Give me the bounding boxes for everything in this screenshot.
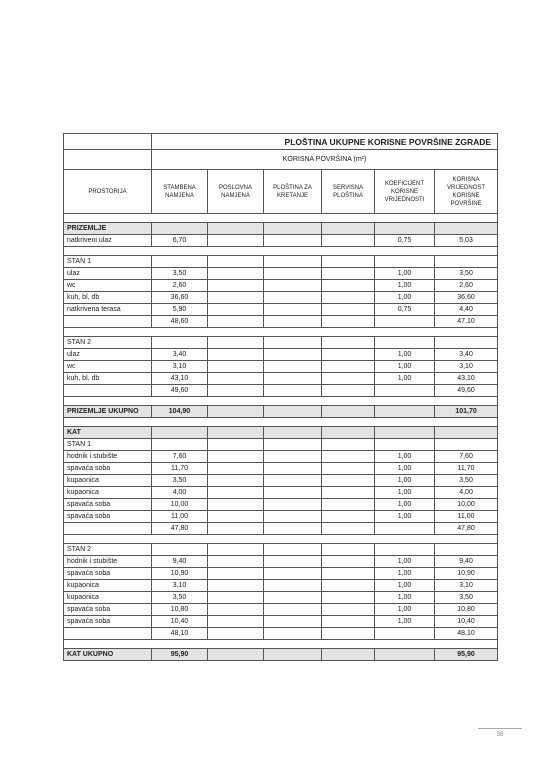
value-cell xyxy=(264,463,322,475)
spacer-row xyxy=(64,418,498,427)
value-cell xyxy=(264,256,322,268)
value-cell: 1,00 xyxy=(375,568,435,580)
room-cell: KAT xyxy=(64,427,152,439)
value-cell: 48,60 xyxy=(152,316,208,328)
value-cell xyxy=(435,256,498,268)
value-cell xyxy=(208,406,264,418)
table-title: PLOŠTINA UKUPNE KORISNE POVRŠINE ZGRADE xyxy=(152,134,498,150)
value-cell xyxy=(322,628,375,640)
value-cell: 49,60 xyxy=(152,385,208,397)
page-number-rule xyxy=(478,728,522,729)
room-cell xyxy=(64,316,152,328)
value-cell xyxy=(375,649,435,661)
value-cell xyxy=(435,544,498,556)
value-cell xyxy=(322,616,375,628)
spacer-cell xyxy=(64,328,498,337)
value-cell xyxy=(322,235,375,247)
value-cell xyxy=(264,349,322,361)
value-cell xyxy=(152,544,208,556)
value-cell: 1,00 xyxy=(375,556,435,568)
value-cell xyxy=(322,223,375,235)
value-cell xyxy=(375,523,435,535)
value-cell: 47,10 xyxy=(435,316,498,328)
value-cell xyxy=(375,256,435,268)
table-row xyxy=(64,475,498,487)
value-cell xyxy=(264,592,322,604)
value-cell xyxy=(375,427,435,439)
korisna-header: KORISNA POVRŠINA (m²) xyxy=(152,150,498,170)
value-cell xyxy=(264,280,322,292)
value-cell: 4,00 xyxy=(435,487,498,499)
value-cell xyxy=(208,268,264,280)
value-cell xyxy=(322,316,375,328)
value-cell: 48,10 xyxy=(152,628,208,640)
value-cell: 1,00 xyxy=(375,616,435,628)
table-row xyxy=(64,292,498,304)
value-cell xyxy=(264,373,322,385)
table-row xyxy=(64,280,498,292)
value-cell: 3,10 xyxy=(435,580,498,592)
room-cell: kuh, bl, db xyxy=(64,373,152,385)
col-header: KOEFICIJENT KORISNE VRIJEDNOSTI xyxy=(375,170,435,214)
value-cell xyxy=(322,451,375,463)
value-cell: 10,40 xyxy=(152,616,208,628)
room-cell: kupaonica xyxy=(64,592,152,604)
room-cell: kupaonica xyxy=(64,475,152,487)
value-cell xyxy=(208,628,264,640)
value-cell xyxy=(264,616,322,628)
spacer-row xyxy=(64,247,498,256)
room-cell: kuh, bl, db xyxy=(64,292,152,304)
value-cell xyxy=(208,604,264,616)
room-cell: hodnik i stubište xyxy=(64,556,152,568)
value-cell: 95,90 xyxy=(435,649,498,661)
value-cell xyxy=(322,523,375,535)
col-header: PROSTORIJA xyxy=(64,170,152,214)
room-cell: spavaća soba xyxy=(64,463,152,475)
value-cell xyxy=(208,487,264,499)
value-cell xyxy=(208,223,264,235)
value-cell: 47,80 xyxy=(435,523,498,535)
table-row xyxy=(64,487,498,499)
col-header: SERVISNA PLOŠTINA xyxy=(322,170,375,214)
value-cell xyxy=(322,292,375,304)
value-cell xyxy=(322,592,375,604)
value-cell xyxy=(435,223,498,235)
value-cell: 1,00 xyxy=(375,349,435,361)
value-cell xyxy=(208,523,264,535)
value-cell xyxy=(264,604,322,616)
value-cell xyxy=(322,604,375,616)
room-cell: ulaz xyxy=(64,349,152,361)
value-cell xyxy=(208,568,264,580)
value-cell: 1,00 xyxy=(375,604,435,616)
value-cell xyxy=(264,304,322,316)
value-cell: 5,03 xyxy=(435,235,498,247)
room-cell: KAT UKUPNO xyxy=(64,649,152,661)
room-cell: hodnik i stubište xyxy=(64,451,152,463)
value-cell: 101,70 xyxy=(435,406,498,418)
room-cell: PRIZEMLJE xyxy=(64,223,152,235)
table-row xyxy=(64,499,498,511)
value-cell xyxy=(208,439,264,451)
value-cell: 3,50 xyxy=(435,268,498,280)
table-row xyxy=(64,604,498,616)
value-cell: 1,00 xyxy=(375,511,435,523)
value-cell: 11,00 xyxy=(152,511,208,523)
value-cell: 3,40 xyxy=(152,349,208,361)
value-cell: 9,40 xyxy=(152,556,208,568)
value-cell: 1,00 xyxy=(375,463,435,475)
value-cell: 10,80 xyxy=(152,604,208,616)
value-cell: 3,50 xyxy=(152,268,208,280)
spacer-cell xyxy=(64,247,498,256)
room-cell: spavaća soba xyxy=(64,511,152,523)
value-cell xyxy=(264,316,322,328)
value-cell xyxy=(322,580,375,592)
value-cell xyxy=(152,439,208,451)
value-cell: 36,60 xyxy=(435,292,498,304)
value-cell xyxy=(208,511,264,523)
value-cell xyxy=(264,580,322,592)
value-cell xyxy=(208,337,264,349)
value-cell xyxy=(322,556,375,568)
value-cell: 0,75 xyxy=(375,304,435,316)
room-cell: spavaća soba xyxy=(64,499,152,511)
value-cell: 3,50 xyxy=(435,592,498,604)
value-cell xyxy=(264,556,322,568)
value-cell: 10,40 xyxy=(435,616,498,628)
value-cell xyxy=(322,349,375,361)
room-cell: PRIZEMLJE UKUPNO xyxy=(64,406,152,418)
value-cell xyxy=(208,616,264,628)
value-cell xyxy=(322,406,375,418)
value-cell xyxy=(264,544,322,556)
value-cell: 4,00 xyxy=(152,487,208,499)
table-row xyxy=(64,316,498,328)
value-cell xyxy=(264,511,322,523)
value-cell: 10,80 xyxy=(435,604,498,616)
value-cell: 36,60 xyxy=(152,292,208,304)
value-cell: 3,40 xyxy=(435,349,498,361)
value-cell xyxy=(322,385,375,397)
col-header: STAMBENA NAMJENA xyxy=(152,170,208,214)
table-title-spacer xyxy=(64,134,152,150)
value-cell xyxy=(264,628,322,640)
value-cell xyxy=(322,487,375,499)
value-cell xyxy=(208,235,264,247)
value-cell: 1,00 xyxy=(375,580,435,592)
value-cell xyxy=(375,406,435,418)
table-row xyxy=(64,544,498,556)
spacer-cell xyxy=(64,535,498,544)
value-cell xyxy=(264,268,322,280)
room-cell: STAN 1 xyxy=(64,256,152,268)
value-cell: 11,70 xyxy=(152,463,208,475)
value-cell: 10,90 xyxy=(435,568,498,580)
korisna-row xyxy=(64,150,498,170)
value-cell xyxy=(322,511,375,523)
value-cell: 1,00 xyxy=(375,592,435,604)
value-cell xyxy=(208,316,264,328)
value-cell xyxy=(152,256,208,268)
section-row xyxy=(64,649,498,661)
value-cell xyxy=(375,223,435,235)
value-cell: 10,90 xyxy=(152,568,208,580)
table-row xyxy=(64,556,498,568)
value-cell: 1,00 xyxy=(375,361,435,373)
value-cell xyxy=(264,649,322,661)
table-row xyxy=(64,235,498,247)
value-cell xyxy=(435,337,498,349)
section-row xyxy=(64,427,498,439)
value-cell: 11,00 xyxy=(435,511,498,523)
value-cell: 1,00 xyxy=(375,268,435,280)
value-cell: 43,10 xyxy=(435,373,498,385)
table-row xyxy=(64,385,498,397)
value-cell xyxy=(208,427,264,439)
spacer-cell xyxy=(64,397,498,406)
value-cell xyxy=(264,487,322,499)
section-row xyxy=(64,223,498,235)
value-cell xyxy=(322,439,375,451)
table-row xyxy=(64,268,498,280)
value-cell xyxy=(264,568,322,580)
value-cell xyxy=(322,268,375,280)
value-cell xyxy=(322,337,375,349)
room-cell: natkrivena terasa xyxy=(64,304,152,316)
spacer-row xyxy=(64,535,498,544)
value-cell: 104,90 xyxy=(152,406,208,418)
value-cell xyxy=(264,451,322,463)
value-cell xyxy=(208,499,264,511)
room-cell: spavaća soba xyxy=(64,616,152,628)
value-cell xyxy=(264,292,322,304)
value-cell: 43,10 xyxy=(152,373,208,385)
value-cell: 3,10 xyxy=(435,361,498,373)
spacer-cell xyxy=(64,214,498,223)
value-cell: 2,60 xyxy=(152,280,208,292)
table-row xyxy=(64,580,498,592)
value-cell xyxy=(208,280,264,292)
value-cell: 95,90 xyxy=(152,649,208,661)
value-cell: 3,50 xyxy=(152,592,208,604)
value-cell: 1,00 xyxy=(375,499,435,511)
value-cell: 5,90 xyxy=(152,304,208,316)
value-cell: 3,50 xyxy=(435,475,498,487)
room-cell: natkriveni ulaz xyxy=(64,235,152,247)
room-cell: kupaonica xyxy=(64,487,152,499)
spacer-row xyxy=(64,640,498,649)
value-cell: 1,00 xyxy=(375,451,435,463)
value-cell xyxy=(322,256,375,268)
value-cell: 3,10 xyxy=(152,361,208,373)
value-cell xyxy=(322,280,375,292)
value-cell xyxy=(208,556,264,568)
value-cell: 1,00 xyxy=(375,475,435,487)
area-table xyxy=(63,133,498,661)
value-cell xyxy=(264,475,322,487)
value-cell xyxy=(208,304,264,316)
value-cell: 1,00 xyxy=(375,487,435,499)
table-row xyxy=(64,337,498,349)
value-cell xyxy=(208,373,264,385)
value-cell xyxy=(152,223,208,235)
value-cell xyxy=(264,385,322,397)
value-cell xyxy=(208,361,264,373)
value-cell xyxy=(435,439,498,451)
room-cell: kupaonica xyxy=(64,580,152,592)
value-cell xyxy=(152,427,208,439)
value-cell xyxy=(264,523,322,535)
value-cell xyxy=(322,373,375,385)
room-cell: wc xyxy=(64,361,152,373)
value-cell: 47,80 xyxy=(152,523,208,535)
table-row xyxy=(64,592,498,604)
spacer-cell xyxy=(64,418,498,427)
value-cell xyxy=(264,337,322,349)
value-cell xyxy=(264,439,322,451)
value-cell: 3,50 xyxy=(152,475,208,487)
korisna-spacer xyxy=(64,150,152,170)
table-row xyxy=(64,568,498,580)
value-cell xyxy=(375,439,435,451)
value-cell: 1,00 xyxy=(375,292,435,304)
table-row xyxy=(64,616,498,628)
value-cell xyxy=(208,592,264,604)
value-cell xyxy=(322,499,375,511)
value-cell: 2,60 xyxy=(435,280,498,292)
value-cell xyxy=(322,568,375,580)
value-cell xyxy=(208,292,264,304)
value-cell xyxy=(208,580,264,592)
value-cell: 4,40 xyxy=(435,304,498,316)
value-cell xyxy=(264,235,322,247)
value-cell: 48,10 xyxy=(435,628,498,640)
value-cell xyxy=(322,475,375,487)
value-cell xyxy=(208,475,264,487)
value-cell xyxy=(264,223,322,235)
value-cell xyxy=(264,361,322,373)
table-row xyxy=(64,349,498,361)
room-cell xyxy=(64,628,152,640)
room-cell: STAN 1 xyxy=(64,439,152,451)
col-header: KORISNA VRIJEDNOST KORISNE POVRŠINE xyxy=(435,170,498,214)
value-cell xyxy=(208,385,264,397)
table-title-row xyxy=(64,134,498,150)
table-row xyxy=(64,361,498,373)
value-cell xyxy=(152,337,208,349)
value-cell xyxy=(322,427,375,439)
value-cell xyxy=(322,361,375,373)
value-cell xyxy=(375,385,435,397)
value-cell xyxy=(322,463,375,475)
table-row xyxy=(64,439,498,451)
value-cell xyxy=(375,628,435,640)
value-cell xyxy=(208,451,264,463)
spacer-row xyxy=(64,214,498,223)
room-cell: wc xyxy=(64,280,152,292)
value-cell: 49,60 xyxy=(435,385,498,397)
spacer-cell xyxy=(64,640,498,649)
value-cell xyxy=(264,499,322,511)
table-row xyxy=(64,523,498,535)
value-cell xyxy=(208,256,264,268)
room-cell: ulaz xyxy=(64,268,152,280)
value-cell xyxy=(435,427,498,439)
value-cell xyxy=(208,649,264,661)
value-cell xyxy=(375,544,435,556)
table-row xyxy=(64,628,498,640)
value-cell: 0,75 xyxy=(375,235,435,247)
value-cell: 10,00 xyxy=(152,499,208,511)
value-cell: 1,00 xyxy=(375,373,435,385)
spacer-row xyxy=(64,328,498,337)
value-cell xyxy=(375,316,435,328)
room-cell xyxy=(64,385,152,397)
room-cell xyxy=(64,523,152,535)
value-cell xyxy=(208,463,264,475)
value-cell: 9,40 xyxy=(435,556,498,568)
section-row xyxy=(64,406,498,418)
value-cell: 10,00 xyxy=(435,499,498,511)
page-number: 36 xyxy=(496,732,504,738)
value-cell: 3,10 xyxy=(152,580,208,592)
value-cell xyxy=(375,337,435,349)
value-cell: 1,00 xyxy=(375,280,435,292)
column-headers xyxy=(64,170,498,214)
value-cell xyxy=(208,544,264,556)
table-row xyxy=(64,463,498,475)
value-cell xyxy=(322,304,375,316)
table-row xyxy=(64,511,498,523)
value-cell: 11,70 xyxy=(435,463,498,475)
room-cell: spavaća soba xyxy=(64,604,152,616)
value-cell xyxy=(322,649,375,661)
table-row xyxy=(64,451,498,463)
value-cell xyxy=(322,544,375,556)
value-cell xyxy=(208,349,264,361)
value-cell: 7,60 xyxy=(435,451,498,463)
col-header: PLOŠTINA ZA KRETANJE xyxy=(264,170,322,214)
room-cell: STAN 2 xyxy=(64,544,152,556)
value-cell xyxy=(264,406,322,418)
value-cell: 6,70 xyxy=(152,235,208,247)
value-cell xyxy=(264,427,322,439)
room-cell: STAN 2 xyxy=(64,337,152,349)
table-row xyxy=(64,373,498,385)
spacer-row xyxy=(64,397,498,406)
room-cell: spavaća soba xyxy=(64,568,152,580)
table-row xyxy=(64,256,498,268)
col-header: POSLOVNA NAMJENA xyxy=(208,170,264,214)
value-cell: 7,60 xyxy=(152,451,208,463)
table-row xyxy=(64,304,498,316)
